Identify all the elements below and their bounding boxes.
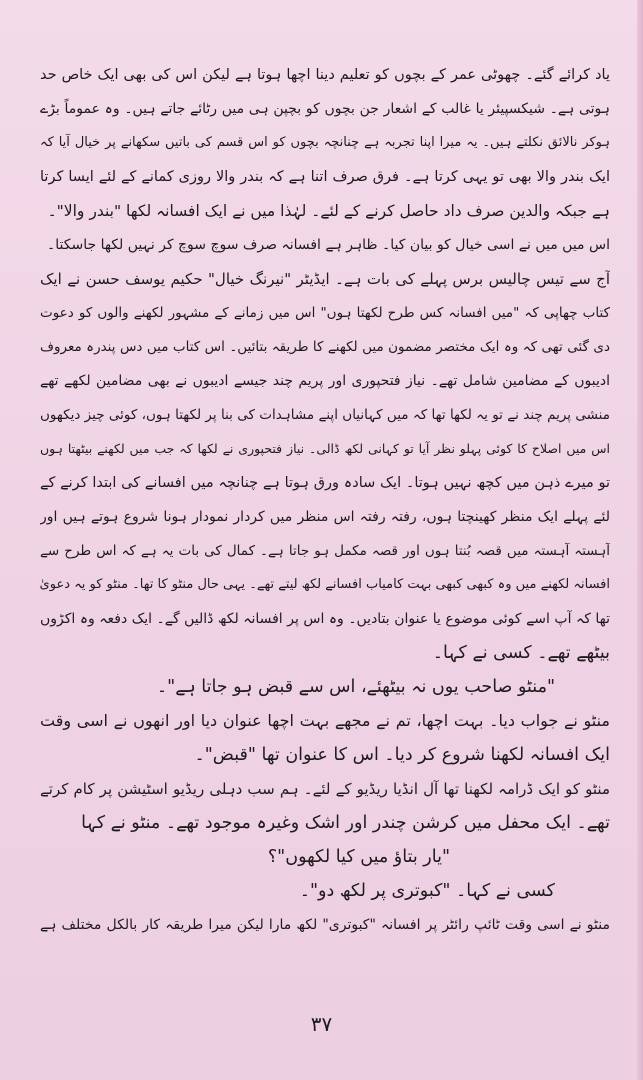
text-line-15: آہستہ آہستہ میں قصہ بُنتا ہوں اور قصہ مکمل ہو جاتا ہے۔ کمال کی بات یہ ہے کہ اس طرح سے — [40, 543, 610, 559]
text-line-9: دی گئی تھی کہ وہ ایک مختصر مضمون میں لکھنے کا طریقہ بتائیں۔ اس کتاب میں دس پندرہ معروف — [40, 339, 610, 355]
text-line-12: اس میں اصلاح کا کوئی پہلو نظر آیا تو کہانی لکھ ڈالی۔ نیاز فتحپوری نے لکھا کہ جب میں لکھنے بیٹھتا ہوں — [40, 441, 610, 456]
text-line-18: بیٹھے تھے۔ کسی نے کہا۔ — [432, 643, 610, 663]
text-line-2: ہوتی ہے۔ شیکسپیئر یا غالب کے اشعار جن بچوں کو بچپن ہی میں رٹائے جاتے ہیں۔ وہ عموماً بڑے — [40, 101, 610, 117]
text-line-23: تھے۔ ایک محفل میں کرشن چندر اور اشک وغیرہ موجود تھے۔ منٹو نے کہا — [81, 813, 610, 833]
text-line-16: افسانہ لکھنے میں وہ کبھی کبھی بہت کامیاب افسانے لکھ لیتے تھے۔ یہی حال منٹو کا تھا۔ منٹو کو یہ دعویٰ — [40, 577, 610, 592]
text-line-13: تو میرے ذہن میں کچھ نہیں ہوتا۔ ایک سادہ ورق ہوتا ہے چنانچہ میں افسانے کی ابتدا کرنے کے — [40, 475, 610, 491]
text-line-26: منٹو نے اسی وقت ٹائپ رائٹر پر افسانہ "کبوتری" لکھ مارا لیکن میرا طریقہ کار بالکل مختلف ہے — [40, 917, 610, 933]
text-line-22: منٹو کو ایک ڈرامہ لکھنا تھا آل انڈیا ریڈیو کے لئے۔ ہم سب دہلی ریڈیو اسٹیشن پر کام کرتے — [40, 780, 610, 798]
page-edge-shadow — [637, 0, 643, 1080]
text-line-25: کسی نے کہا۔ "کبوتری پر لکھ دو"۔ — [299, 881, 555, 901]
text-line-4: ایک بندر والا بھی تو یہی کرتا ہے۔ فرق صرف اتنا ہے کہ بندر والا روزی کمانے کے لئے ایسا کرتا — [40, 169, 610, 185]
text-line-10: ادیبوں کے مضامین شامل تھے۔ نیاز فتحپوری اور پریم چند جیسے ادیبوں نے بھی مضامین لکھے تھے — [40, 373, 610, 389]
text-line-19: "منٹو صاحب یوں نہ بیٹھئے، اس سے قبض ہو جاتا ہے"۔ — [156, 677, 555, 697]
text-line-21: ایک افسانہ لکھنا شروع کر دیا۔ اس کا عنوان تھا "قبض"۔ — [194, 745, 610, 765]
page-text — [40, 58, 610, 1008]
text-line-5: ہے جبکہ والدین صرف داد حاصل کرنے کے لئے۔ لہٰذا میں نے ایک افسانہ لکھا "بندر والا"۔ — [47, 202, 610, 220]
text-line-11: منشی پریم چند نے تو یہ لکھا تھا کہ میں کہانیاں اپنے مشاہدات کی بنا پر لکھتا ہوں، کوئی چیز دیکھوں — [40, 407, 610, 423]
text-line-14: لئے پہلے ایک منظر کھینچتا ہوں، رفتہ رفتہ اس منظر میں کردار نمودار ہونا شروع ہوتے ہیں اور — [40, 509, 610, 525]
text-line-7: آج سے تیس چالیس برس پہلے کی بات ہے۔ ایڈیٹر "نیرنگ خیال" حکیم یوسف حسن نے ایک — [40, 270, 610, 288]
text-line-8: کتاب چھاپی کہ "میں افسانہ کس طرح لکھتا ہوں" اس میں زمانے کے مشہور لکھنے والوں کو دعوت — [40, 305, 610, 321]
text-line-24: "یار بتاؤ میں کیا لکھوں"؟ — [267, 847, 450, 867]
text-line-20: منٹو نے جواب دیا۔ بہت اچھا، تم نے مجھے بہت اچھا عنوان دیا اور انھوں نے اسی وقت — [40, 711, 610, 730]
page-number: ۳۷ — [310, 1012, 333, 1036]
text-line-6: اس میں میں نے اسی خیال کو بیان کیا۔ ظاہر ہے افسانہ صرف سوچ سوچ کر نہیں لکھا جاسکتا۔ — [47, 237, 610, 253]
text-line-1: یاد کرائے گئے۔ چھوٹی عمر کے بچوں کو تعلیم دینا اچھا ہوتا ہے لیکن اس کی بھی ایک خاص حد — [40, 67, 610, 83]
text-line-3: ہوکر نالائق نکلتے ہیں۔ یہ میرا اپنا تجربہ ہے چنانچہ بچوں کو اس قسم کی باتیں سکھانے پر خیال آیا کہ — [40, 135, 610, 150]
text-line-17: تھا کہ آپ اسے کوئی موضوع یا عنوان بتادیں۔ وہ اس پر افسانہ لکھ ڈالیں گے۔ ایک دفعہ وہ اکڑوں — [40, 611, 610, 627]
